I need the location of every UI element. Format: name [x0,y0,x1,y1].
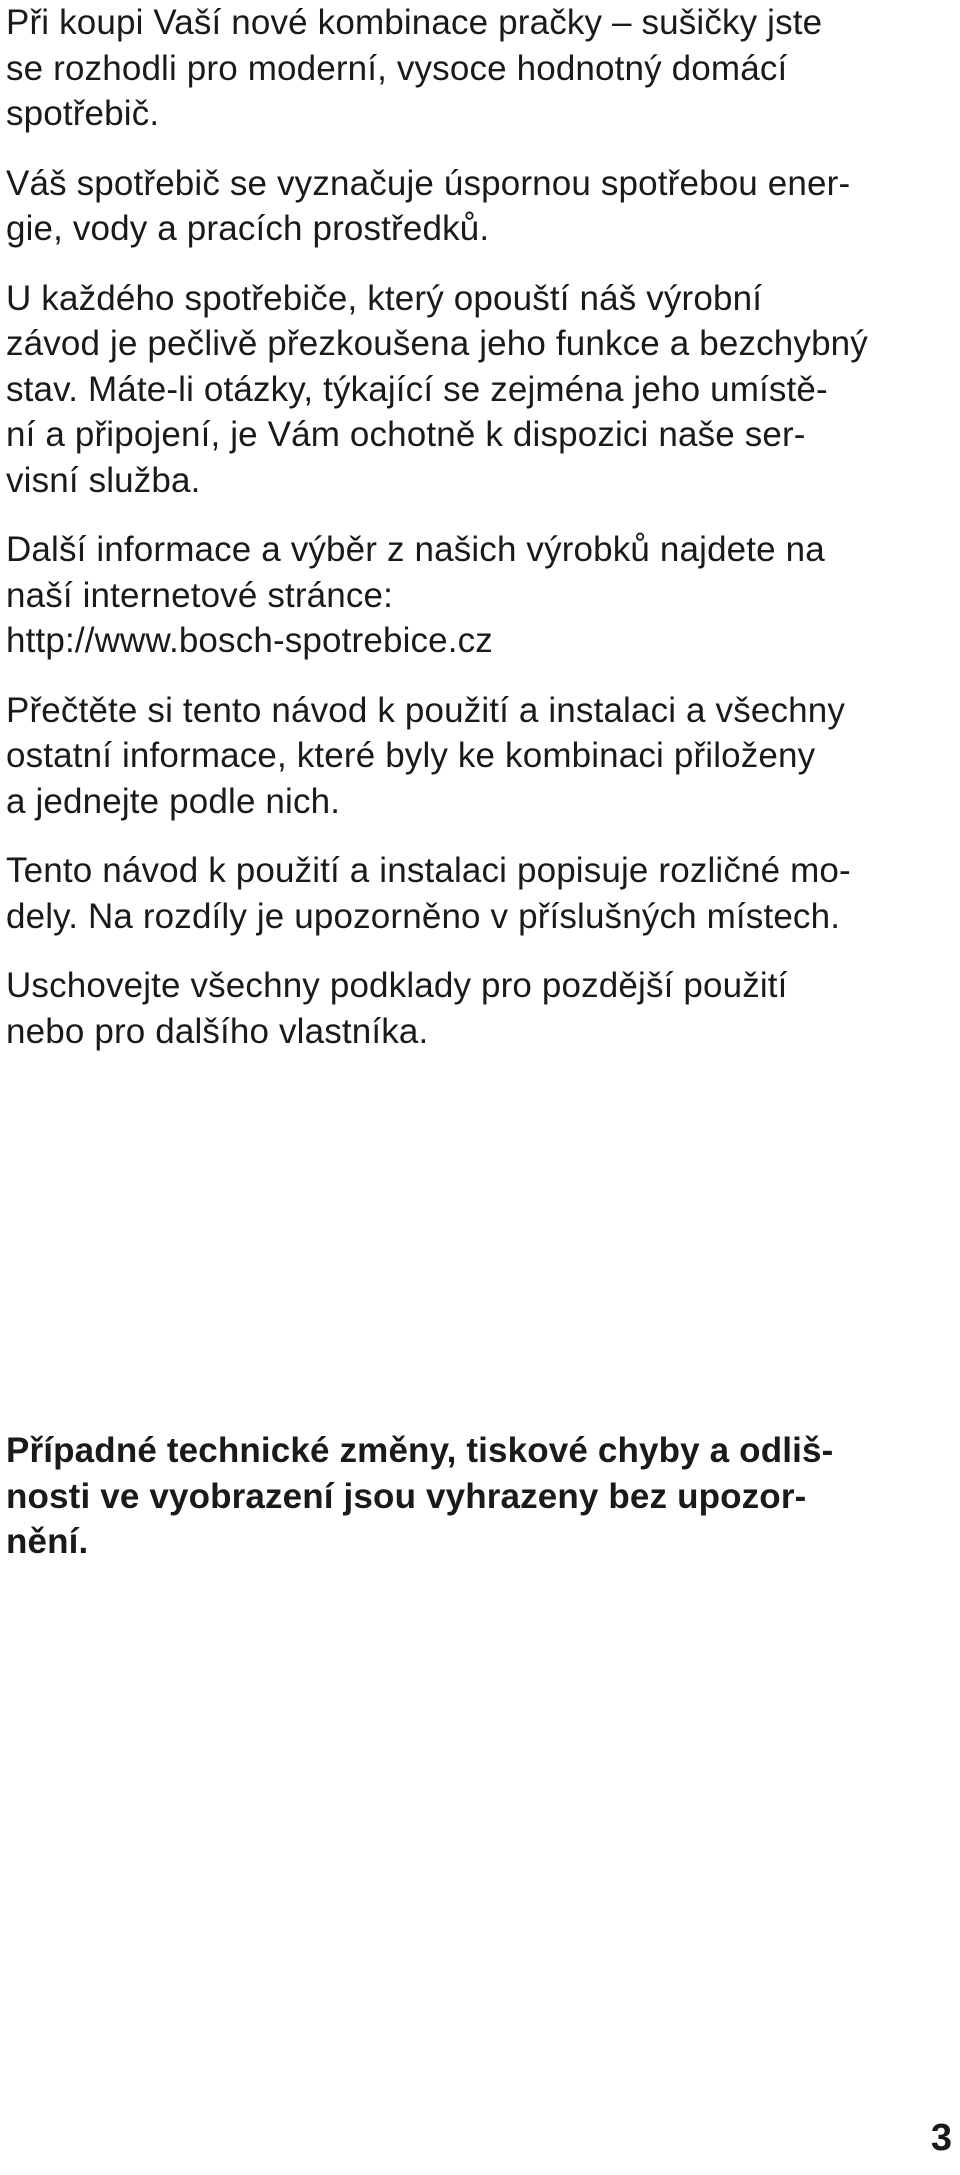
text-line: nebo pro dalšího vlastníka. [6,1011,429,1051]
page-number: 3 [930,2117,952,2159]
text-line: Váš spotřebič se vyznačuje úspornou spotřebou ener- [6,163,851,203]
text-line: Další informace a výběr z našich výrobků najdete na [6,530,825,569]
text-line: stav. Máte-li otázky, týkající se zejména jeho umístě- [6,369,828,409]
text-line: nosti ve vyobrazení jsou vyhrazeny bez upozor- [6,1476,807,1516]
text-line: Tento návod k použití a instalaci popisuje rozličné mo- [6,851,851,890]
text-line: závod je pečlivě přezkoušena jeho funkce a bezchybný [6,324,868,363]
document-body [6,0,951,1078]
paragraph-keep-documents [6,963,951,1054]
paragraph-intro [6,0,951,137]
paragraph-website [6,527,951,664]
text-line: Uschovejte všechny podklady pro pozdější použití [6,966,788,1005]
paragraph-read-manual [6,688,951,825]
paragraph-models [6,848,951,939]
website-url: http://www.bosch-spotrebice.cz [6,621,493,660]
text-line: dely. Na rozdíly je upozorněno v příslušných místech. [6,896,841,936]
text-line: U každého spotřebiče, který opouští náš výrobní [6,278,763,318]
text-line: Případné technické změny, tiskové chyby a odliš- [6,1431,834,1470]
paragraph-quality-check [6,276,951,504]
text-line: spotřebič. [6,94,160,133]
text-line: gie, vody a pracích prostředků. [6,209,490,248]
text-line: nění. [6,1522,89,1561]
text-line: ní a připojení, je Vám ochotně k dispozici naše ser- [6,415,806,454]
text-line: visní služba. [6,460,201,500]
text-line: se rozhodli pro moderní, vysoce hodnotný domácí [6,48,788,88]
text-line: ostatní informace, které byly ke kombinaci přiloženy [6,736,816,775]
paragraph-efficiency [6,161,951,252]
text-line: naší internetové stránce: [6,575,394,615]
text-line: Při koupi Vaší nové kombinace pračky – sušičky jste [6,3,823,42]
disclaimer-notice [6,1428,951,1565]
text-line: Přečtěte si tento návod k použití a instalaci a všechny [6,690,845,730]
text-line: a jednejte podle nich. [6,781,341,821]
